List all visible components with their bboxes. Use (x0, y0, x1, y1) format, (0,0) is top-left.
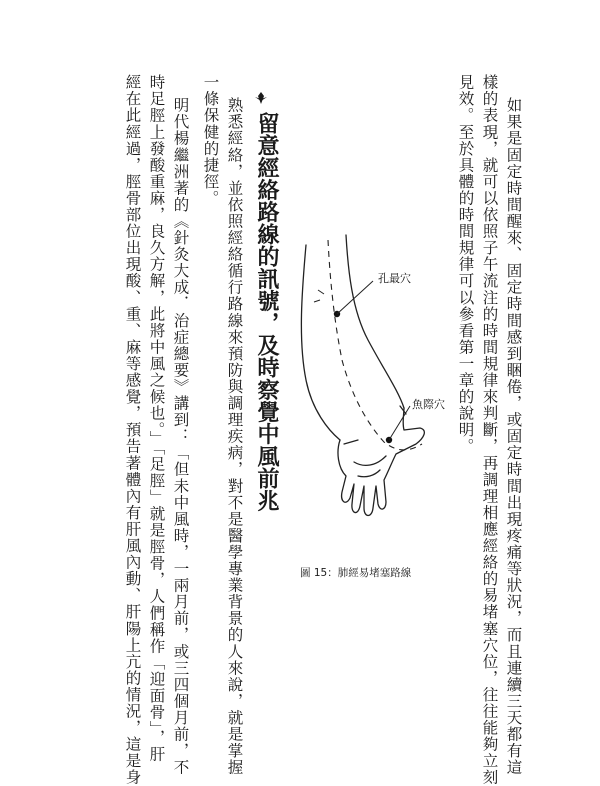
paragraph-2-line-1: 熟悉經絡，並依照經絡循行路線來預防與調理疾病，對不是醫學專業背景的人來說，就是掌握 (225, 97, 244, 776)
section-heading: 留意經絡路線的訊號，及時察覺中風前兆 (254, 112, 279, 512)
forearm-illustration (288, 230, 473, 560)
paragraph-3-line-1: 明代楊繼洲著的《針灸大成．治症總要》講到：「但未中風時，一兩月前，或三四個月前，不 (171, 97, 190, 776)
paragraph-3-line-3: 經在此經過，脛骨部位出現酸、重、麻等感覺，預告著體內有肝風內動、肝陽上亢的情況，這是身 (123, 74, 142, 786)
hand-outline (338, 408, 424, 516)
paragraph-2-line-2: 一條保健的捷徑。 (201, 74, 220, 207)
paragraph-1-line-1: 如果是固定時間醒來、固定時間感到睏倦，或固定時間出現疼痛等狀況，而且連續三天都有這 (504, 97, 523, 776)
label-kongzui: 孔最穴 (378, 272, 411, 285)
paragraph-3-line-2: 時足脛上發酸重麻，良久方解，此將中風之候也。」「足脛」就是脛骨，人們稱作「迎面骨」，肝 (147, 74, 166, 763)
arm-right-edge (346, 235, 404, 408)
paragraph-1-line-2: 樣的表現，就可以依照子午流注的時間規律來判斷，再調理相應經絡的易堵塞穴位，往往能夠立刻 (480, 74, 499, 786)
label-yuji: 魚際穴 (412, 398, 445, 411)
section-marker-icon (255, 92, 267, 104)
paragraph-1-line-3: 見效。至於具體的時間規律可以參看第一章的說明。 (456, 74, 475, 455)
arm-left-edge (301, 245, 340, 440)
figure-caption: 圖 15：肺經易堵塞路線 (300, 567, 412, 579)
